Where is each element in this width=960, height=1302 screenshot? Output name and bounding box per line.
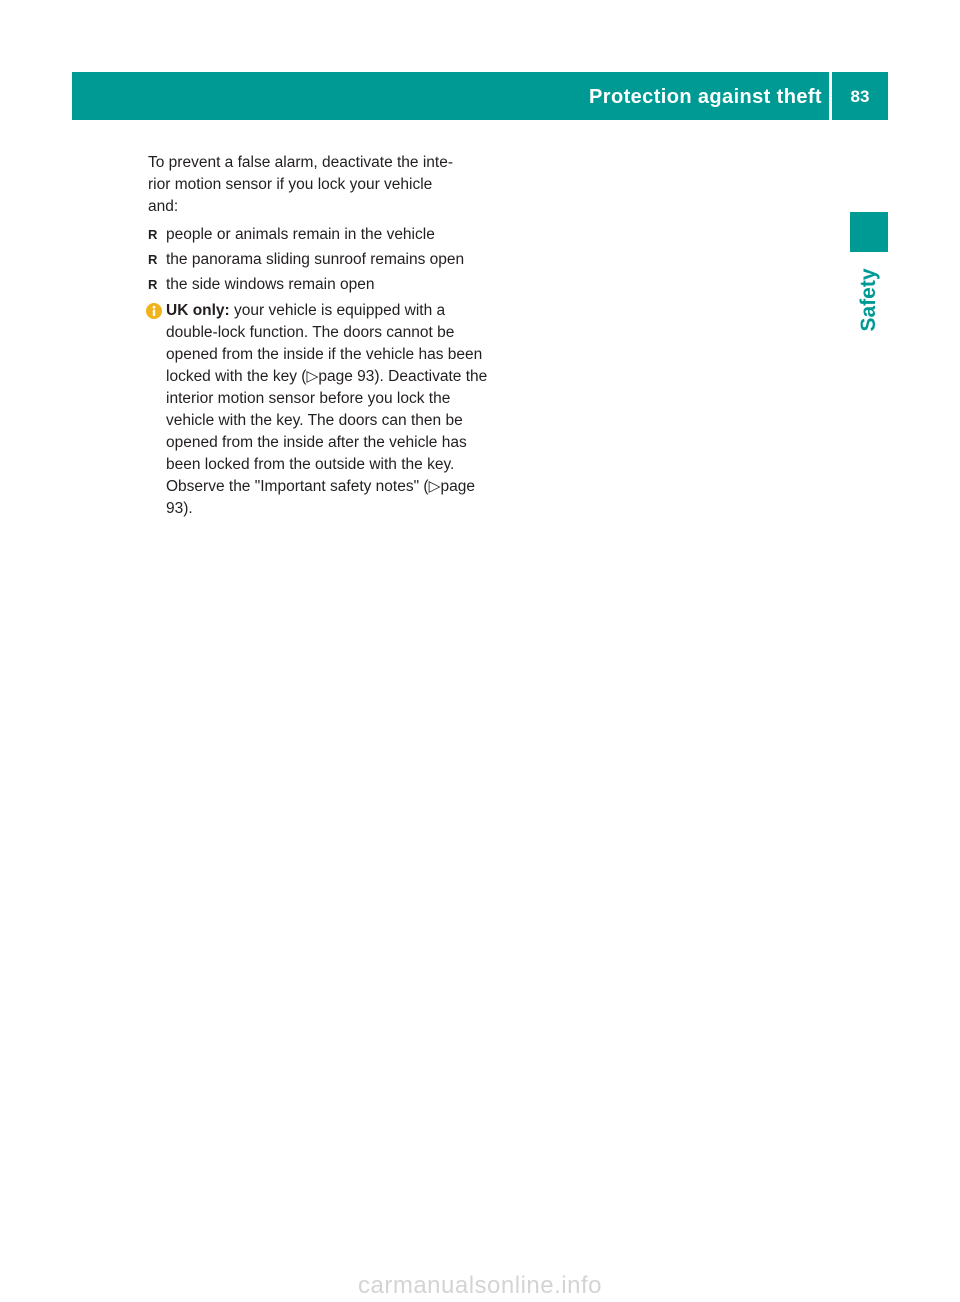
page-number: 83 (850, 87, 870, 106)
note-label: UK only: (166, 302, 230, 319)
intro-paragraph: To prevent a false alarm, deactivate the inte- rior motion sensor if you lock your vehicle and: (148, 154, 453, 215)
chapter-tab (850, 212, 888, 252)
bullet-icon: R (148, 227, 158, 242)
list-item-text: the side windows remain open (166, 276, 375, 293)
bullet-icon: R (148, 277, 158, 292)
page-ref-arrow-icon: ▷ (306, 368, 319, 385)
info-note (148, 300, 488, 520)
bullet-icon: R (148, 252, 158, 267)
condition-list (148, 224, 488, 296)
note-text: ). (183, 500, 193, 517)
section-title: Protection against theft (589, 86, 822, 108)
note-text: ). Deactivate the interior motion sensor before you lock the vehicle with the key. The doors can then be opened from the inside after the vehicle has been locked from the outside with the key. Observe the "Important safety notes" ( (166, 368, 488, 495)
page-ref-arrow-icon: ▷ (428, 478, 441, 495)
page-reference[interactable]: page 93 (166, 478, 475, 517)
info-icon (146, 303, 162, 319)
list-item-text: the panorama sliding sunroof remains open (166, 251, 465, 268)
header-bar (72, 72, 888, 120)
note-text: your vehicle is equipped with a double-lock function. The doors cannot be opened from the inside if the vehicle has been locked with the key ( (166, 302, 483, 385)
main-content (148, 152, 488, 520)
list-item-text: people or animals remain in the vehicle (166, 226, 435, 243)
watermark: carmanualsonline.info (358, 1272, 602, 1299)
list-item (148, 249, 488, 271)
chapter-label: Safety (857, 268, 880, 332)
list-item (148, 224, 488, 246)
list-item (148, 274, 488, 296)
page-reference[interactable]: page 93 (318, 368, 375, 385)
